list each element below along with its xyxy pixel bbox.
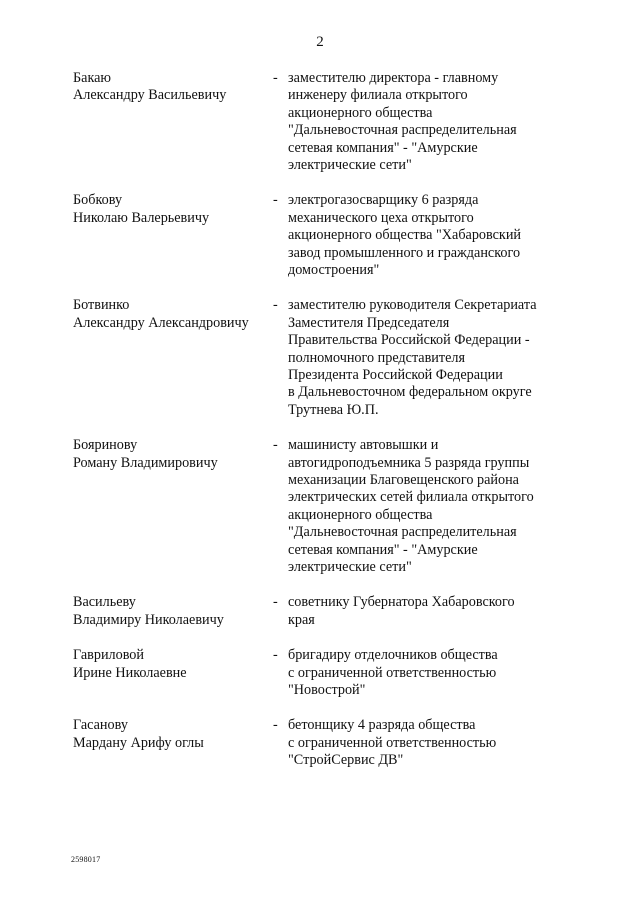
position-line: механического цеха открытого bbox=[288, 209, 474, 226]
separator-dash: - bbox=[273, 70, 278, 86]
position-line: механизации Благовещенского района bbox=[288, 472, 519, 488]
position-line: домостроения" bbox=[288, 262, 380, 279]
position-line: инженеру филиала открытого bbox=[288, 87, 468, 104]
position-line: "Новострой" bbox=[288, 681, 366, 698]
separator-dash: - bbox=[273, 717, 278, 734]
recipient-position bbox=[288, 647, 618, 699]
recipient-surname: Ботвинко bbox=[73, 297, 130, 314]
position-line: заместителю руководителя Секретариата bbox=[288, 297, 537, 314]
position-line: электрических сетей филиала открытого bbox=[288, 489, 534, 506]
recipient-given-name: Владимиру Николаевичу bbox=[73, 611, 224, 628]
position-line: заместителю директора - главному bbox=[288, 70, 499, 86]
position-line: сетевая компания" - "Амурские bbox=[288, 541, 478, 558]
award-entry bbox=[0, 717, 640, 787]
position-line: в Дальневосточном федеральном округе bbox=[288, 384, 532, 401]
recipient-name bbox=[73, 297, 268, 332]
separator-dash: - bbox=[273, 297, 278, 314]
position-line: акционерного общества bbox=[288, 104, 433, 121]
position-line: полномочного представителя bbox=[288, 349, 466, 366]
recipient-position bbox=[288, 297, 618, 419]
award-list bbox=[0, 70, 640, 788]
recipient-name bbox=[73, 70, 268, 105]
recipient-name bbox=[73, 437, 268, 472]
recipient-given-name: Александру Александровичу bbox=[73, 314, 249, 331]
position-line: электрогазосварщику 6 разряда bbox=[288, 192, 479, 209]
position-line: машинисту автовышки и bbox=[288, 437, 439, 454]
position-line: бетонщику 4 разряда общества bbox=[288, 717, 476, 734]
position-line: Заместителя Председателя bbox=[288, 314, 450, 331]
position-line: электрические сети" bbox=[288, 559, 412, 576]
award-entry bbox=[0, 297, 640, 437]
position-line: Президента Российской Федерации bbox=[288, 367, 503, 384]
separator-dash: - bbox=[273, 647, 278, 664]
recipient-given-name: Роману Владимировичу bbox=[73, 454, 218, 471]
page-number: 2 bbox=[316, 34, 324, 50]
position-line: сетевая компания" - "Амурские bbox=[288, 139, 478, 156]
recipient-surname: Бояринову bbox=[73, 437, 138, 454]
award-entry bbox=[0, 70, 640, 192]
position-line: Трутнева Ю.П. bbox=[288, 401, 379, 418]
recipient-surname: Бобкову bbox=[73, 192, 123, 209]
separator-dash: - bbox=[273, 594, 278, 611]
recipient-position bbox=[288, 192, 618, 279]
award-entry bbox=[0, 647, 640, 717]
recipient-position bbox=[288, 70, 618, 174]
recipient-surname: Васильеву bbox=[73, 594, 136, 611]
position-line: завод промышленного и гражданского bbox=[288, 244, 521, 261]
recipient-position bbox=[288, 437, 618, 576]
position-line: "Дальневосточная распределительная bbox=[288, 122, 517, 139]
recipient-given-name: Николаю Валерьевичу bbox=[73, 209, 210, 226]
recipient-given-name: Ирине Николаевне bbox=[73, 664, 187, 681]
position-line: акционерного общества "Хабаровский bbox=[288, 227, 522, 244]
recipient-name bbox=[73, 192, 268, 227]
recipient-surname: Бакаю bbox=[73, 70, 112, 86]
position-line: автогидроподъемника 5 разряда группы bbox=[288, 454, 530, 471]
position-line: с ограниченной ответственностью bbox=[288, 734, 497, 751]
award-entry bbox=[0, 437, 640, 594]
document-code: 2598017 bbox=[71, 855, 101, 864]
position-line: "Дальневосточная распределительная bbox=[288, 524, 517, 541]
position-line: электрические сети" bbox=[288, 157, 412, 174]
position-line: акционерного общества bbox=[288, 506, 433, 523]
separator-dash: - bbox=[273, 437, 278, 454]
recipient-surname: Гасанову bbox=[73, 717, 128, 734]
award-entry bbox=[0, 594, 640, 647]
position-line: с ограниченной ответственностью bbox=[288, 664, 497, 681]
recipient-position bbox=[288, 594, 618, 629]
recipient-position bbox=[288, 717, 618, 769]
recipient-name bbox=[73, 647, 268, 682]
recipient-name bbox=[73, 717, 268, 752]
position-line: края bbox=[288, 611, 315, 628]
separator-dash: - bbox=[273, 192, 278, 209]
position-line: бригадиру отделочников общества bbox=[288, 647, 498, 664]
position-line: "СтройСервис ДВ" bbox=[288, 752, 404, 769]
position-line: советнику Губернатора Хабаровского bbox=[288, 594, 515, 611]
award-entry bbox=[0, 192, 640, 297]
recipient-surname: Гавриловой bbox=[73, 647, 144, 664]
position-line: Правительства Российской Федерации - bbox=[288, 332, 530, 349]
recipient-given-name: Александру Васильевичу bbox=[73, 87, 227, 104]
recipient-name bbox=[73, 594, 268, 629]
recipient-given-name: Мардану Арифу оглы bbox=[73, 734, 204, 751]
